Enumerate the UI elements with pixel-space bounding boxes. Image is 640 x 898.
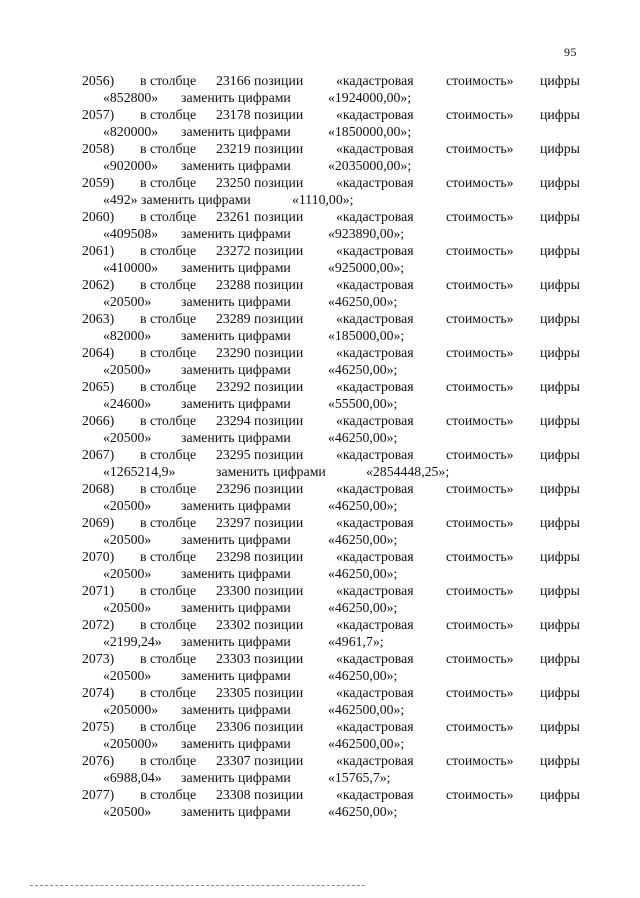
replace-phrase: заменить цифрами — [181, 769, 291, 785]
amendment-line-1 — [0, 310, 640, 327]
replace-phrase: заменить цифрами — [181, 701, 291, 717]
cadastral-word: «кадастровая — [336, 787, 414, 802]
replace-phrase: заменить цифрами — [181, 565, 291, 581]
amendment-item — [0, 480, 640, 514]
new-value: «2035000,00»; — [328, 157, 412, 173]
position-phrase: 23300 позиции — [216, 583, 304, 598]
cadastral-word: «кадастровая — [336, 651, 414, 666]
value-word: стоимость» — [446, 787, 514, 802]
value-word: стоимость» — [446, 685, 514, 700]
amendment-line-1 — [0, 786, 640, 803]
column-phrase: в столбце — [140, 209, 197, 224]
new-value: «46250,00»; — [328, 497, 398, 513]
old-value: «20500» — [103, 361, 152, 377]
position-phrase: 23306 позиции — [216, 719, 304, 734]
value-word: стоимость» — [446, 73, 514, 88]
old-value: «410000» — [103, 259, 159, 275]
amendment-line-2 — [0, 361, 640, 378]
amendment-line-1 — [0, 174, 640, 191]
amendment-item — [0, 548, 640, 582]
cadastral-word: «кадастровая — [336, 277, 414, 292]
value-word: стоимость» — [446, 345, 514, 360]
entry-number: 2066) — [82, 413, 115, 428]
old-value: «20500» — [103, 565, 152, 581]
amendment-item — [0, 514, 640, 548]
old-value: «1265214,9» — [103, 463, 176, 479]
position-phrase: 23250 позиции — [216, 175, 304, 190]
position-phrase: 23302 позиции — [216, 617, 304, 632]
value-word: стоимость» — [446, 549, 514, 564]
position-phrase: 23290 позиции — [216, 345, 304, 360]
old-value: «24600» — [103, 395, 152, 411]
entry-number: 2072) — [82, 617, 115, 632]
replace-phrase: заменить цифрами — [181, 497, 291, 513]
new-value: «1924000,00»; — [328, 89, 412, 105]
new-value: «46250,00»; — [328, 803, 398, 819]
amendment-list — [0, 72, 640, 820]
digits-word: цифры — [540, 345, 580, 360]
position-phrase: 23166 позиции — [216, 73, 304, 88]
cadastral-word: «кадастровая — [336, 345, 414, 360]
entry-number: 2073) — [82, 651, 115, 666]
value-word: стоимость» — [446, 719, 514, 734]
position-phrase: 23307 позиции — [216, 753, 304, 768]
amendment-item — [0, 412, 640, 446]
amendment-line-2 — [0, 191, 640, 208]
value-word: стоимость» — [446, 311, 514, 326]
new-value: «46250,00»; — [328, 531, 398, 547]
column-phrase: в столбце — [140, 447, 197, 462]
old-value: «20500» — [103, 667, 152, 683]
amendment-line-2 — [0, 293, 640, 310]
digits-word: цифры — [540, 209, 580, 224]
position-phrase: 23308 позиции — [216, 787, 304, 802]
entry-number: 2075) — [82, 719, 115, 734]
entry-number: 2069) — [82, 515, 115, 530]
new-value: «1110,00»; — [292, 191, 354, 207]
amendment-line-2 — [0, 123, 640, 140]
new-value: «46250,00»; — [328, 429, 398, 445]
amendment-line-2 — [0, 667, 640, 684]
amendment-line-2 — [0, 531, 640, 548]
amendment-item — [0, 786, 640, 820]
new-value: «2854448,25»; — [366, 463, 450, 479]
amendment-line-1 — [0, 752, 640, 769]
old-value: «20500» — [103, 803, 152, 819]
entry-number: 2060) — [82, 209, 115, 224]
column-phrase: в столбце — [140, 277, 197, 292]
amendment-line-1 — [0, 378, 640, 395]
old-value: «20500» — [103, 293, 152, 309]
cadastral-word: «кадастровая — [336, 685, 414, 700]
digits-word: цифры — [540, 311, 580, 326]
entry-number: 2059) — [82, 175, 115, 190]
value-word: стоимость» — [446, 107, 514, 122]
amendment-line-2 — [0, 259, 640, 276]
digits-word: цифры — [540, 379, 580, 394]
amendment-line-1 — [0, 446, 640, 463]
column-phrase: в столбце — [140, 107, 197, 122]
replace-phrase: заменить цифрами — [181, 633, 291, 649]
amendment-line-2 — [0, 463, 640, 480]
replace-phrase: заменить цифрами — [181, 735, 291, 751]
value-word: стоимость» — [446, 175, 514, 190]
value-word: стоимость» — [446, 583, 514, 598]
entry-number: 2065) — [82, 379, 115, 394]
new-value: «15765,7»; — [328, 769, 391, 785]
replace-phrase: заменить цифрами — [216, 463, 326, 479]
amendment-line-2 — [0, 769, 640, 786]
digits-word: цифры — [540, 651, 580, 666]
amendment-item — [0, 310, 640, 344]
value-word: стоимость» — [446, 515, 514, 530]
value-word: стоимость» — [446, 651, 514, 666]
old-value: «492» — [103, 191, 138, 207]
amendment-item — [0, 616, 640, 650]
column-phrase: в столбце — [140, 787, 197, 802]
amendment-item — [0, 378, 640, 412]
amendment-item — [0, 208, 640, 242]
digits-word: цифры — [540, 243, 580, 258]
value-word: стоимость» — [446, 379, 514, 394]
amendment-item — [0, 242, 640, 276]
position-phrase: 23289 позиции — [216, 311, 304, 326]
amendment-line-2 — [0, 429, 640, 446]
new-value: «4961,7»; — [328, 633, 384, 649]
amendment-line-2 — [0, 327, 640, 344]
replace-phrase: заменить цифрами — [181, 395, 291, 411]
old-value: «820000» — [103, 123, 159, 139]
entry-number: 2061) — [82, 243, 115, 258]
replace-phrase: заменить цифрами — [181, 89, 291, 105]
entry-number: 2074) — [82, 685, 115, 700]
amendment-line-2 — [0, 633, 640, 650]
position-phrase: 23297 позиции — [216, 515, 304, 530]
entry-number: 2063) — [82, 311, 115, 326]
amendment-item — [0, 650, 640, 684]
amendment-line-1 — [0, 548, 640, 565]
value-word: стоимость» — [446, 141, 514, 156]
amendment-line-1 — [0, 684, 640, 701]
cadastral-word: «кадастровая — [336, 379, 414, 394]
amendment-line-1 — [0, 344, 640, 361]
digits-word: цифры — [540, 515, 580, 530]
amendment-line-2 — [0, 735, 640, 752]
old-value: «205000» — [103, 735, 159, 751]
column-phrase: в столбце — [140, 413, 197, 428]
old-value: «20500» — [103, 429, 152, 445]
old-value: «20500» — [103, 599, 152, 615]
column-phrase: в столбце — [140, 515, 197, 530]
amendment-item — [0, 140, 640, 174]
cadastral-word: «кадастровая — [336, 73, 414, 88]
value-word: стоимость» — [446, 413, 514, 428]
amendment-item — [0, 446, 640, 480]
cadastral-word: «кадастровая — [336, 311, 414, 326]
entry-number: 2067) — [82, 447, 115, 462]
amendment-line-2 — [0, 599, 640, 616]
entry-number: 2077) — [82, 787, 115, 802]
amendment-line-1 — [0, 242, 640, 259]
new-value: «923890,00»; — [328, 225, 405, 241]
cadastral-word: «кадастровая — [336, 549, 414, 564]
entry-number: 2068) — [82, 481, 115, 496]
replace-phrase: заменить цифрами — [181, 429, 291, 445]
amendment-line-2 — [0, 565, 640, 582]
cadastral-word: «кадастровая — [336, 617, 414, 632]
old-value: «852800» — [103, 89, 159, 105]
new-value: «1850000,00»; — [328, 123, 412, 139]
replace-phrase: заменить цифрами — [181, 667, 291, 683]
old-value: «82000» — [103, 327, 152, 343]
digits-word: цифры — [540, 413, 580, 428]
amendment-line-1 — [0, 514, 640, 531]
amendment-line-1 — [0, 140, 640, 157]
column-phrase: в столбце — [140, 549, 197, 564]
old-value: «409508» — [103, 225, 159, 241]
entry-number: 2071) — [82, 583, 115, 598]
amendment-line-1 — [0, 718, 640, 735]
amendment-item — [0, 174, 640, 208]
amendment-line-2 — [0, 803, 640, 820]
value-word: стоимость» — [446, 447, 514, 462]
amendment-line-2 — [0, 395, 640, 412]
position-phrase: 23292 позиции — [216, 379, 304, 394]
new-value: «185000,00»; — [328, 327, 405, 343]
amendment-line-2 — [0, 225, 640, 242]
replace-phrase: заменить цифрами — [181, 599, 291, 615]
column-phrase: в столбце — [140, 379, 197, 394]
position-phrase: 23288 позиции — [216, 277, 304, 292]
entry-number: 2062) — [82, 277, 115, 292]
amendment-line-1 — [0, 412, 640, 429]
amendment-item — [0, 582, 640, 616]
amendment-line-2 — [0, 701, 640, 718]
amendment-line-1 — [0, 276, 640, 293]
position-phrase: 23295 позиции — [216, 447, 304, 462]
amendment-line-1 — [0, 208, 640, 225]
value-word: стоимость» — [446, 243, 514, 258]
old-value: «2199,24» — [103, 633, 162, 649]
column-phrase: в столбце — [140, 311, 197, 326]
replace-phrase: заменить цифрами — [181, 293, 291, 309]
cadastral-word: «кадастровая — [336, 719, 414, 734]
cadastral-word: «кадастровая — [336, 141, 414, 156]
digits-word: цифры — [540, 447, 580, 462]
new-value: «46250,00»; — [328, 293, 398, 309]
value-word: стоимость» — [446, 481, 514, 496]
cadastral-word: «кадастровая — [336, 209, 414, 224]
position-phrase: 23261 позиции — [216, 209, 304, 224]
amendment-line-2 — [0, 89, 640, 106]
new-value: «46250,00»; — [328, 599, 398, 615]
position-phrase: 23272 позиции — [216, 243, 304, 258]
digits-word: цифры — [540, 719, 580, 734]
amendment-item — [0, 684, 640, 718]
column-phrase: в столбце — [140, 651, 197, 666]
column-phrase: в столбце — [140, 345, 197, 360]
new-value: «46250,00»; — [328, 361, 398, 377]
column-phrase: в столбце — [140, 583, 197, 598]
column-phrase: в столбце — [140, 719, 197, 734]
digits-word: цифры — [540, 753, 580, 768]
amendment-line-2 — [0, 157, 640, 174]
cadastral-word: «кадастровая — [336, 515, 414, 530]
amendment-line-1 — [0, 650, 640, 667]
digits-word: цифры — [540, 141, 580, 156]
column-phrase: в столбце — [140, 73, 197, 88]
replace-phrase: заменить цифрами — [181, 123, 291, 139]
footer-divider — [30, 885, 365, 886]
cadastral-word: «кадастровая — [336, 175, 414, 190]
digits-word: цифры — [540, 481, 580, 496]
new-value: «462500,00»; — [328, 735, 405, 751]
column-phrase: в столбце — [140, 753, 197, 768]
old-value: «6988,04» — [103, 769, 162, 785]
value-word: стоимость» — [446, 617, 514, 632]
entry-number: 2064) — [82, 345, 115, 360]
new-value: «46250,00»; — [328, 667, 398, 683]
cadastral-word: «кадастровая — [336, 583, 414, 598]
replace-phrase: заменить цифрами — [181, 531, 291, 547]
amendment-line-1 — [0, 480, 640, 497]
old-value: «20500» — [103, 531, 152, 547]
replace-phrase: заменить цифрами — [181, 259, 291, 275]
digits-word: цифры — [540, 787, 580, 802]
digits-word: цифры — [540, 685, 580, 700]
replace-phrase: заменить цифрами — [181, 157, 291, 173]
amendment-line-1 — [0, 106, 640, 123]
column-phrase: в столбце — [140, 175, 197, 190]
position-phrase: 23219 позиции — [216, 141, 304, 156]
digits-word: цифры — [540, 549, 580, 564]
replace-phrase: заменить цифрами — [181, 361, 291, 377]
amendment-item — [0, 276, 640, 310]
digits-word: цифры — [540, 73, 580, 88]
replace-phrase: заменить цифрами — [141, 191, 251, 207]
cadastral-word: «кадастровая — [336, 413, 414, 428]
new-value: «462500,00»; — [328, 701, 405, 717]
amendment-line-1 — [0, 582, 640, 599]
value-word: стоимость» — [446, 209, 514, 224]
column-phrase: в столбце — [140, 685, 197, 700]
page-number: 95 — [564, 45, 577, 59]
replace-phrase: заменить цифрами — [181, 225, 291, 241]
old-value: «205000» — [103, 701, 159, 717]
replace-phrase: заменить цифрами — [181, 327, 291, 343]
amendment-item — [0, 344, 640, 378]
old-value: «902000» — [103, 157, 159, 173]
value-word: стоимость» — [446, 277, 514, 292]
position-phrase: 23294 позиции — [216, 413, 304, 428]
position-phrase: 23178 позиции — [216, 107, 304, 122]
replace-phrase: заменить цифрами — [181, 803, 291, 819]
position-phrase: 23296 позиции — [216, 481, 304, 496]
digits-word: цифры — [540, 175, 580, 190]
position-phrase: 23305 позиции — [216, 685, 304, 700]
new-value: «46250,00»; — [328, 565, 398, 581]
amendment-line-2 — [0, 497, 640, 514]
column-phrase: в столбце — [140, 243, 197, 258]
value-word: стоимость» — [446, 753, 514, 768]
cadastral-word: «кадастровая — [336, 447, 414, 462]
position-phrase: 23298 позиции — [216, 549, 304, 564]
entry-number: 2056) — [82, 73, 115, 88]
amendment-item — [0, 72, 640, 106]
cadastral-word: «кадастровая — [336, 753, 414, 768]
new-value: «925000,00»; — [328, 259, 405, 275]
entry-number: 2076) — [82, 753, 115, 768]
amendment-line-1 — [0, 616, 640, 633]
amendment-line-1 — [0, 72, 640, 89]
new-value: «55500,00»; — [328, 395, 398, 411]
old-value: «20500» — [103, 497, 152, 513]
digits-word: цифры — [540, 583, 580, 598]
digits-word: цифры — [540, 277, 580, 292]
amendment-item — [0, 752, 640, 786]
column-phrase: в столбце — [140, 617, 197, 632]
entry-number: 2058) — [82, 141, 115, 156]
column-phrase: в столбце — [140, 481, 197, 496]
cadastral-word: «кадастровая — [336, 107, 414, 122]
amendment-item — [0, 718, 640, 752]
amendment-item — [0, 106, 640, 140]
digits-word: цифры — [540, 617, 580, 632]
column-phrase: в столбце — [140, 141, 197, 156]
digits-word: цифры — [540, 107, 580, 122]
cadastral-word: «кадастровая — [336, 243, 414, 258]
entry-number: 2070) — [82, 549, 115, 564]
position-phrase: 23303 позиции — [216, 651, 304, 666]
cadastral-word: «кадастровая — [336, 481, 414, 496]
entry-number: 2057) — [82, 107, 115, 122]
